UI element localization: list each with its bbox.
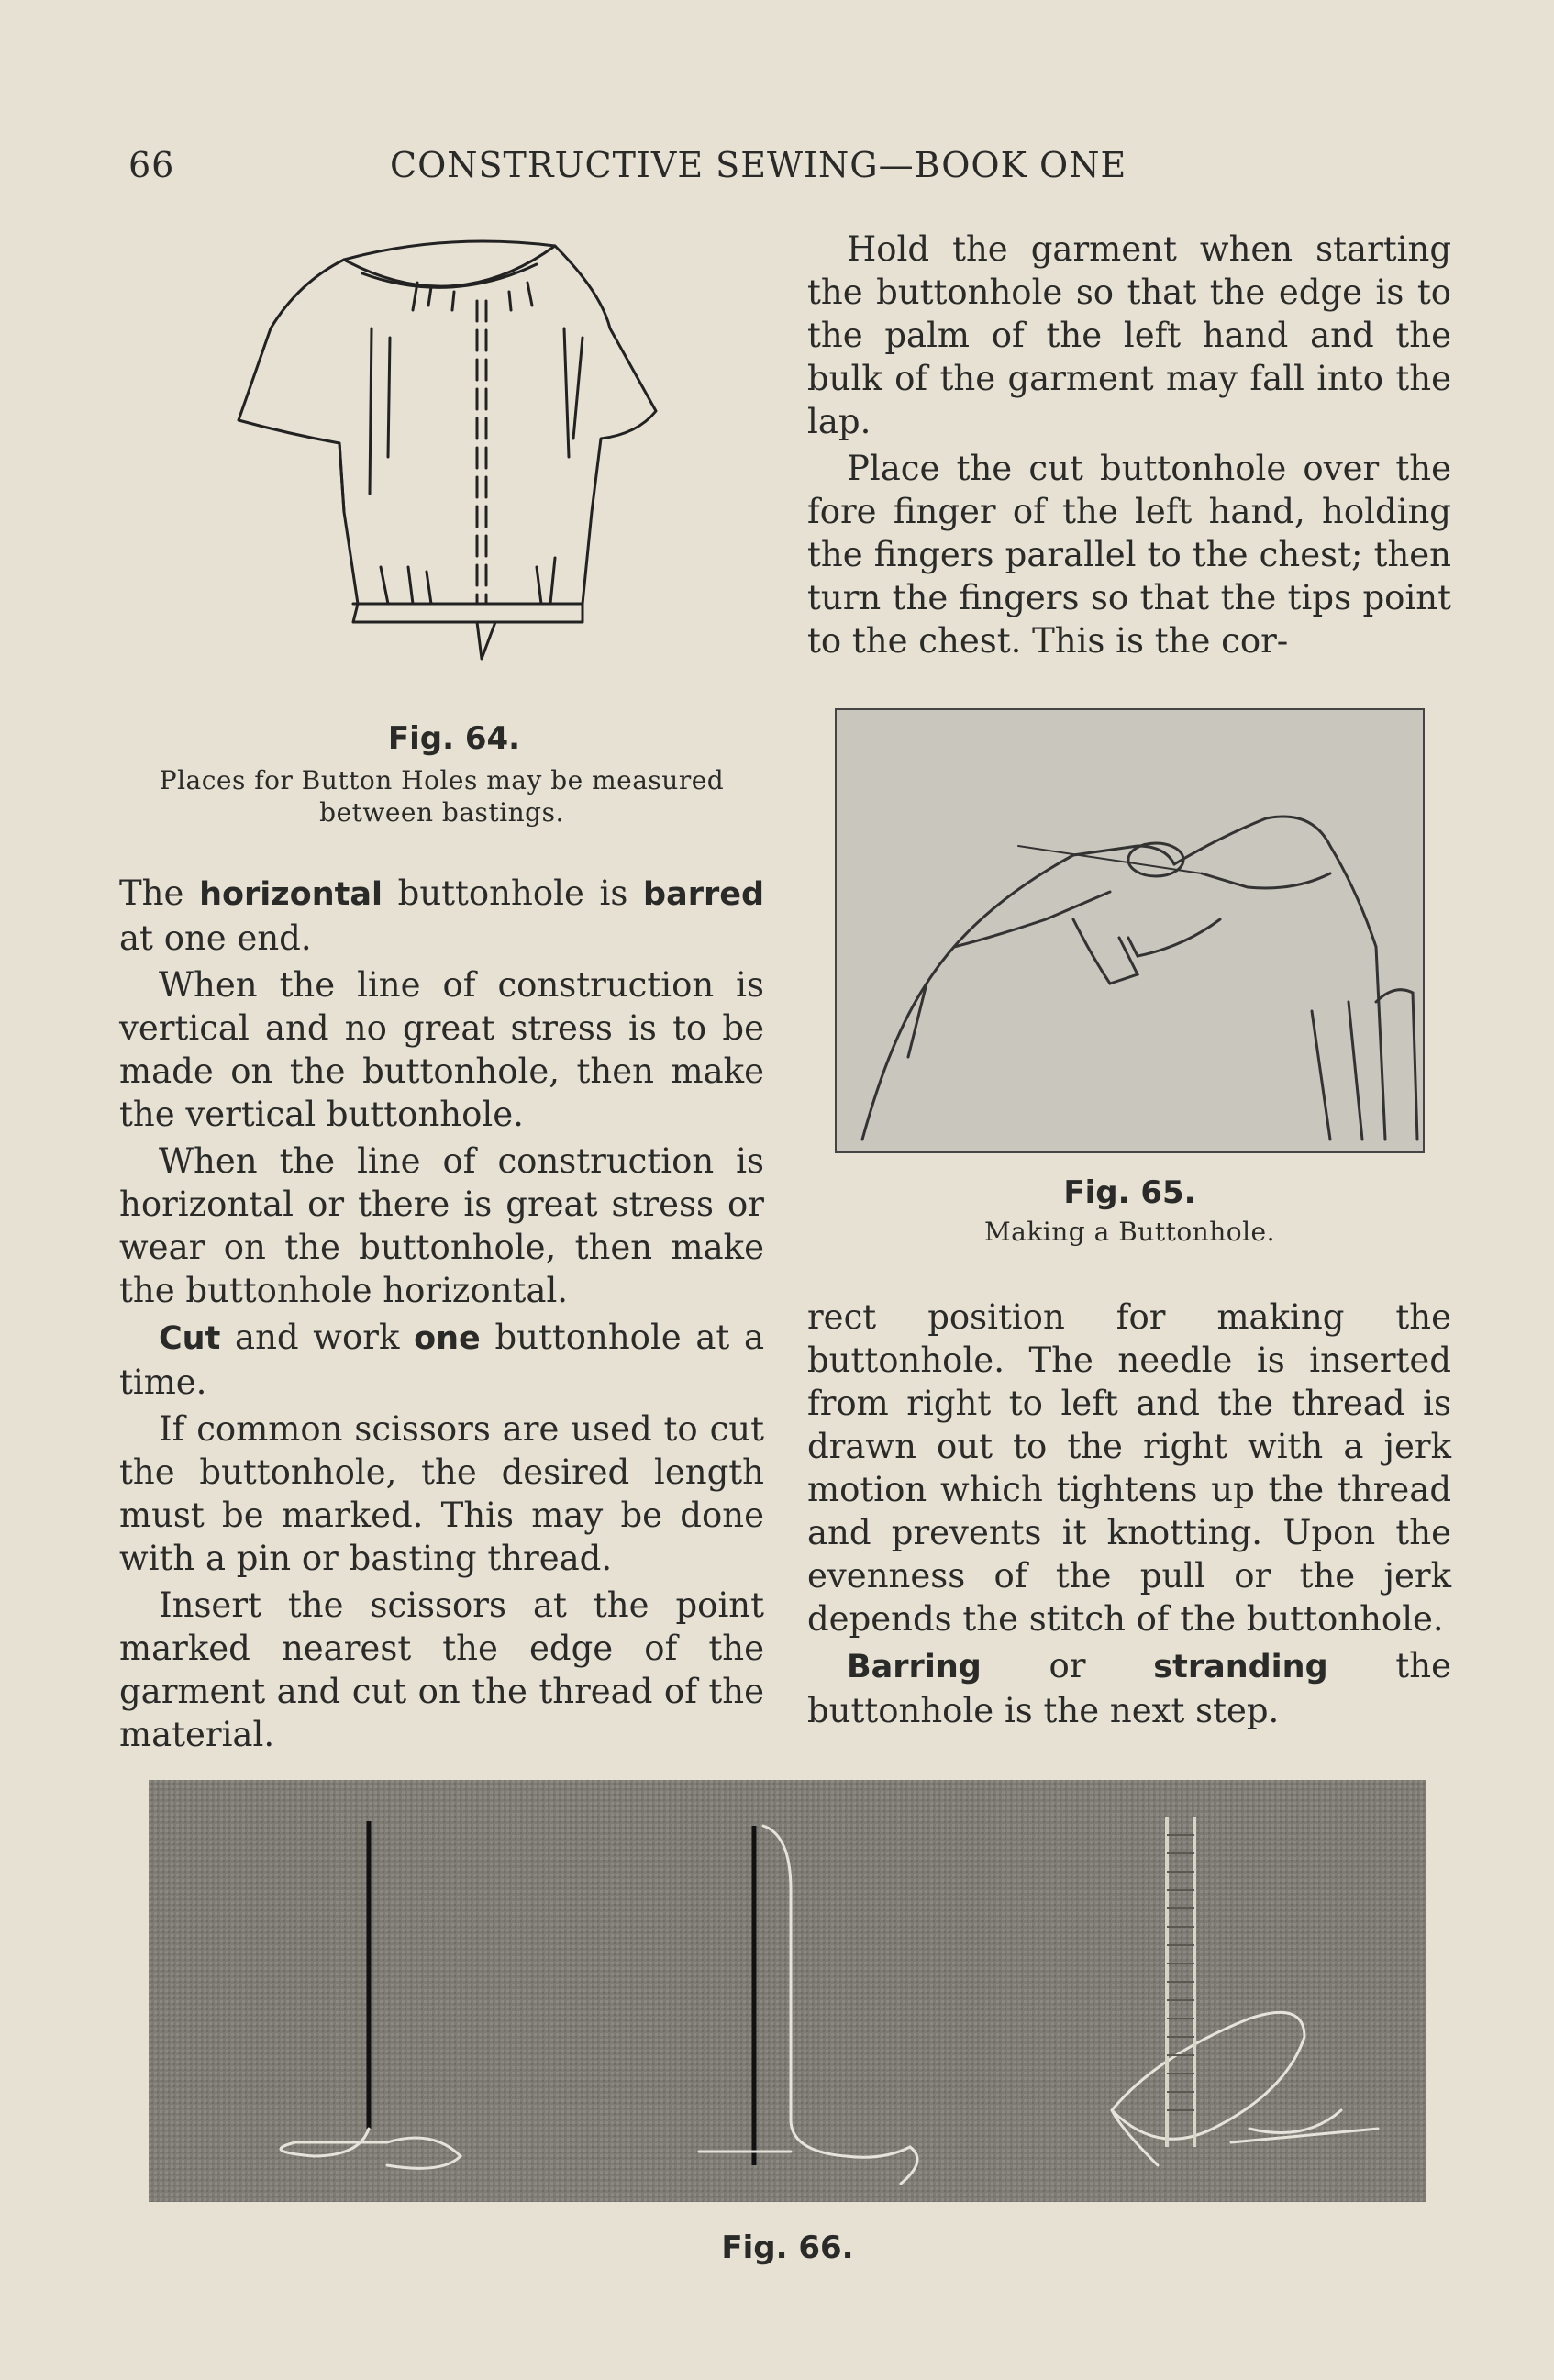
figure-caption: Places for Button Holes may be measured between bastings. bbox=[159, 765, 725, 828]
paragraph: If common scissors are used to cut the buttonhole, the desired length must be marked. This may be done with a pin or basting thread. bbox=[119, 1409, 764, 1578]
figure-label: Fig. 65. bbox=[1063, 1174, 1196, 1211]
paragraph: Hold the garment when starting the buttonhole so that the edge is to the palm of the left hand and the bulk of the garment may fall into the lap. bbox=[807, 229, 1451, 441]
running-title: CONSTRUCTIVE SEWING—BOOK ONE bbox=[390, 145, 1127, 185]
garment-illustration bbox=[234, 218, 674, 695]
left-column bbox=[119, 872, 764, 1760]
paragraph: Cut and work one buttonhole at a time. bbox=[119, 1318, 765, 1402]
figure-label: Fig. 66. bbox=[721, 2230, 854, 2266]
paragraph: Barring or stranding the buttonhole is the next step. bbox=[807, 1646, 1452, 1730]
hands-photograph bbox=[835, 708, 1425, 1153]
paragraph: When the line of construction is vertical and no great stress is to be made on the buttonhole, then make the vertical buttonhole. bbox=[119, 965, 764, 1134]
page-number: 66 bbox=[128, 145, 175, 185]
figure-caption: Making a Buttonhole. bbox=[983, 1217, 1276, 1247]
running-head bbox=[119, 145, 1440, 191]
buttonhole-stages-photograph bbox=[149, 1780, 1426, 2202]
paragraph: rect position for making the buttonhole. The needle is inserted from right to left and the thread is drawn out to the right with a jerk motion which tightens up the thread and prevents it knotting. Upon the evenness of the pull or the jerk depends the stitch of the buttonhole. bbox=[807, 1297, 1451, 1639]
right-column-top bbox=[807, 228, 1451, 666]
paragraph: The horizontal buttonhole is barred at one end. bbox=[119, 873, 765, 958]
right-column-bottom bbox=[807, 1296, 1451, 1736]
paragraph: Place the cut buttonhole over the fore finger of the left hand, holding the fingers parallel to the chest; then turn the fingers so that the tips point to the chest. This is the cor- bbox=[807, 449, 1451, 661]
figure-label: Fig. 64. bbox=[387, 720, 521, 757]
paragraph: When the line of construction is horizontal or there is great stress or wear on the buttonhole, then make the buttonhole horizontal. bbox=[119, 1141, 764, 1310]
paragraph: Insert the scissors at the point marked nearest the edge of the garment and cut on the thread of the material. bbox=[119, 1585, 764, 1754]
